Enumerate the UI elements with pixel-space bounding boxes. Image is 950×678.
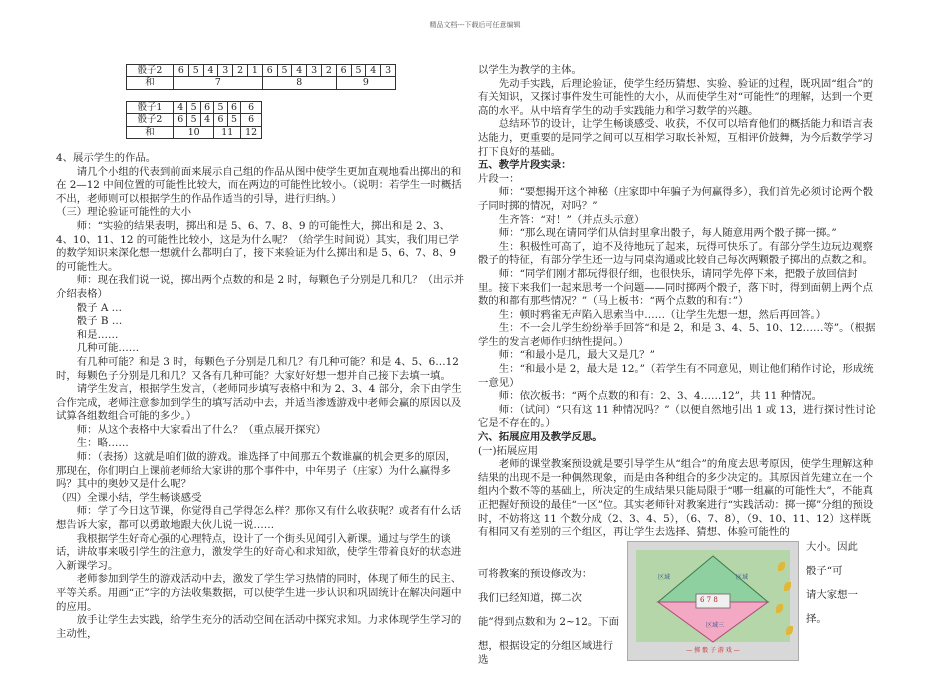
paragraph: （四）全课小结，学生畅谈感受 xyxy=(56,491,202,504)
table-row xyxy=(127,126,262,138)
cell: 6 xyxy=(174,65,189,77)
paragraph: 老师的课堂教案预设就是要引导学生从“组合”的角度去思考原因，使学生理解这种结果的出现不是一种偶然现象，而是由各种组合的多少决定的。其原因首先建立在一个组内个数不等的基础上，所决定的生成结果只能局限于“哪一组赢的可能性大”，不能真正把握好预设的最佳“一区”位。其实老师针对教案进行“实践活动：掷一掷”分组的预设时，不妨将这 11 个数分成（2、3、4、5），（6、7、8），（9、10、11、12）这样既有相同又有差别的三个组区，再让学生去选择、猜想、体验可能性的 xyxy=(478,458,874,539)
paragraph: （三）理论验证可能性的大小 xyxy=(56,206,192,219)
region-numbers: 6 7 8 xyxy=(700,596,718,604)
table-row xyxy=(127,114,262,126)
paragraph: 生：略…… xyxy=(76,437,129,450)
paragraph: 生：积极性可高了，迫不及待地玩了起来，玩得可快乐了。有部分学生边玩边观察骰子的特征，有部分学生还一边与同桌沟通或比较自己每次两颗骰子掷出的点数之和。 xyxy=(478,240,873,267)
dice-table-top xyxy=(126,64,396,90)
paragraph: 能”得到点数和为 2~12。下面 xyxy=(478,616,620,629)
paragraph: 师：（表扬）这就是咱们做的游戏。谁选择了中间那五个数谁赢的机会更多的原因，那现在，你们明白上课前老师给大家讲的那个事件中，中年男子（庄家）为什么赢得多吗？其中的奥妙又是什么呢？ xyxy=(56,451,457,491)
cell: 4 xyxy=(174,102,187,114)
paragraph: 放手让学生去实践，给学生充分的活动空间在活动中探究求知。力求体现学生学习的主动性， xyxy=(56,614,462,640)
paragraph: 择。 xyxy=(806,613,827,626)
cell: 6 xyxy=(241,102,262,114)
cell: 2 xyxy=(321,65,336,77)
table-row xyxy=(127,77,396,89)
row-label: 和 xyxy=(127,126,174,138)
paragraph: 生齐答：“对！”（并点头示意） xyxy=(498,213,645,226)
paragraph: 可将教案的预设修改为： xyxy=(478,568,593,581)
paragraph: 骰子 B … xyxy=(76,315,123,328)
wrap-text xyxy=(478,558,623,678)
paragraph: 师：“那么现在请同学们从信封里拿出骰子，每人随意用两个骰子掷一掷。” xyxy=(498,227,837,240)
paragraph: 师：学了今日这节课，你觉得自己学得怎么样？那你又有什么收获呢？或者有什么话想告诉大家，都可以勇敢地跟大伙儿说一说…… xyxy=(56,505,462,532)
cell: 2 xyxy=(233,65,248,77)
cell: 6 xyxy=(262,65,277,77)
cell: 5 xyxy=(188,65,203,77)
paragraph: 师：现在我们说一说，掷出两个点数的和是 2 时，每颗色子分别是几和几？（出示并介绍表格） xyxy=(56,274,465,300)
cell: 3 xyxy=(381,65,396,77)
cell: 5 xyxy=(214,102,227,114)
paragraph: 以学生为教学的主体。 xyxy=(478,64,582,76)
cell: 5 xyxy=(351,65,366,77)
paragraph: 师：“同学们刚才都玩得很仔细，也很快乐，请同学先停下来，把骰子放回信封里。接下来我们一起来思考一个问题——同时掷两个骰子，落下时，得到面朝上两个点数的和都有那些情况？”（马上板书：“两个点数的和有：”） xyxy=(478,267,873,308)
row-label: 骰子1 xyxy=(127,102,174,114)
paragraph: 师：“和最小是几，最大又是几？” xyxy=(498,349,655,362)
cell: 8 xyxy=(262,77,336,89)
cell: 5 xyxy=(187,114,200,126)
region-label: 区域 xyxy=(658,574,671,581)
cell: 3 xyxy=(307,65,322,77)
paragraph: 想，根据设定的分组区域进行选 xyxy=(478,640,614,666)
table-row xyxy=(127,65,396,77)
cell: 7 xyxy=(174,77,263,89)
cell: 6 xyxy=(214,114,227,126)
paragraph: 我根据学生好奇心强的心理特点，设计了一个街头见闻引入新课。通过与学生的谈话，讲故事来吸引学生的注意力，激发学生的好奇心和求知欲，使学生带着良好的状态进入新课学习。 xyxy=(56,532,462,572)
paragraph: 师：依次板书：“两个点数的和有：2、3、4……12”，共 11 种情况。 xyxy=(498,390,823,403)
cell: 4 xyxy=(292,65,307,77)
row-label: 和 xyxy=(127,77,174,89)
dice-table-bottom xyxy=(126,101,262,139)
paragraph: 请几个小组的代表到前面来展示自己组的作品从图中使学生更加直观地看出掷出的和在 2—12 中间位置的可能性比较大，而在两边的可能性比较小。（说明：若学生一时概括不出，老师则可以根据学生的作品作适当的引导，进行归纳。） xyxy=(56,165,462,205)
table-row xyxy=(127,102,262,114)
paragraph: 生：“和最小是 2，最大是 12。”（若学生有不同意见，则让他们稍作讨论，形成统一意见） xyxy=(478,363,874,389)
region-label: 区域三 xyxy=(706,622,725,629)
region-label: 区域 xyxy=(736,574,749,581)
cell: 5 xyxy=(227,114,240,126)
paragraph: 师：（试问）“只有这 11 种情况吗？”（以便自然地引出 1 或 13，进行探讨性讨论它是不存在的。） xyxy=(478,403,876,430)
cell: 6 xyxy=(227,102,240,114)
cell: 5 xyxy=(277,65,292,77)
cell: 11 xyxy=(214,126,241,138)
paragraph: 骰子 A … xyxy=(76,301,123,314)
paragraph: (一)拓展应用 xyxy=(478,444,539,457)
cell: 9 xyxy=(336,77,395,89)
cell: 4 xyxy=(203,65,218,77)
paragraph: 师：“要想揭开这个神秘（庄家即中年骗子为何赢得多），我们首先必须讨论两个骰子同时掷的情况，对吗？” xyxy=(478,186,873,212)
page-header: 精品文档---下载后可任意编辑 xyxy=(429,21,521,29)
row-label: 骰子2 xyxy=(127,65,174,77)
cell: 3 xyxy=(218,65,233,77)
paragraph: 请学生发言，根据学生发言，（老师同步填写表格中和为 2、3、4 部分，余下由学生合作完成，老师注意参加到学生的填写活动中去，并适当渗透游戏中老师会赢的原因以及试算各组数组合可能的多少。） xyxy=(56,383,462,423)
cell: 4 xyxy=(366,65,381,77)
cell: 6 xyxy=(200,102,213,114)
paragraph: 4、展示学生的作品。 xyxy=(56,152,157,164)
cell: 6 xyxy=(174,114,187,126)
paragraph: 总结环节的设计，让学生畅谈感受、收获，不仅可以培育他们的概括能力和语言表达能力，更重要的是同学之间可以互相学习取长补短，互相评价鼓舞，为今后数学学习打下良好的基础。 xyxy=(478,118,873,158)
paragraph: 五、教学片段实录： xyxy=(478,159,572,172)
paragraph: 骰子“可 xyxy=(806,565,843,578)
paragraph: 我们已经知道，掷二次 xyxy=(478,592,582,605)
cell: 12 xyxy=(241,126,262,138)
row-label: 骰子2 xyxy=(127,114,174,126)
figure-caption: — 掷 骰 子 游 戏 — xyxy=(686,647,740,654)
paragraph: 请大家想一 xyxy=(806,589,858,602)
paragraph: 片段一： xyxy=(478,172,520,185)
paragraph: 师：“实验的结果表明，掷出和是 5、6、7、8、9 的可能性大，掷出和是 2、3、4、10、11、12 的可能性比较小，这是为什么呢？（给学生时间说）其实，我们用已学的数学知识来深化想一想就什么都明白了，接下来验证为什么掷出和是 5、6、7、8、9 的可能性大。 xyxy=(56,219,459,273)
paragraph: 生：不一会儿学生纷纷举手回答“和是 2，和是 3、4、5、10、12……等”。（根据学生的发言老师作归纳性提问。） xyxy=(478,322,876,348)
lesson-figure xyxy=(627,541,799,661)
cell: 6 xyxy=(241,114,262,126)
paragraph: 和是…… xyxy=(76,328,119,341)
paragraph: 几种可能…… xyxy=(76,342,140,355)
paragraph: 大小。因此 xyxy=(806,541,858,554)
paragraph: 老师参加到学生的游戏活动中去，激发了学生学习热情的同时，体现了师生的民主、平等关系。用画“正”字的方法收集数据，可以使学生进一步认识和巩固统计在解决问题中的应用。 xyxy=(56,573,462,613)
paragraph: 生：顿时鸦雀无声陷入思索当中……（让学生先想一想，然后再回答。） xyxy=(498,308,827,321)
side-text xyxy=(806,531,881,637)
cell: 6 xyxy=(336,65,351,77)
right-column xyxy=(478,64,878,540)
paragraph: 六、拓展应用及教学反思。 xyxy=(478,431,603,444)
paragraph: 有几种可能？和是 3 时，每颗色子分别是几和几？有几种可能？和是 4、5、6…12 时，每颗色子分别是几和几？又各有几种可能？大家好好想一想并自己接下去填一填。 xyxy=(56,355,459,382)
cell: 4 xyxy=(200,114,213,126)
left-column xyxy=(56,152,466,641)
cell: 5 xyxy=(187,102,200,114)
paragraph: 先动手实践，后理论验证，使学生经历猜想、实验、验证的过程，既巩固“组合”的有关知识，又探讨事件发生可能性的大小，从而使学生对“可能性”的理解，达到一个更高的水平。从中培育学生的动手实践能力和学习数学的兴趣。 xyxy=(478,77,874,117)
cell: 10 xyxy=(174,126,214,138)
cell: 1 xyxy=(247,65,262,77)
paragraph: 师：从这个表格中大家看出了什么？（重点展开探究） xyxy=(76,423,327,436)
